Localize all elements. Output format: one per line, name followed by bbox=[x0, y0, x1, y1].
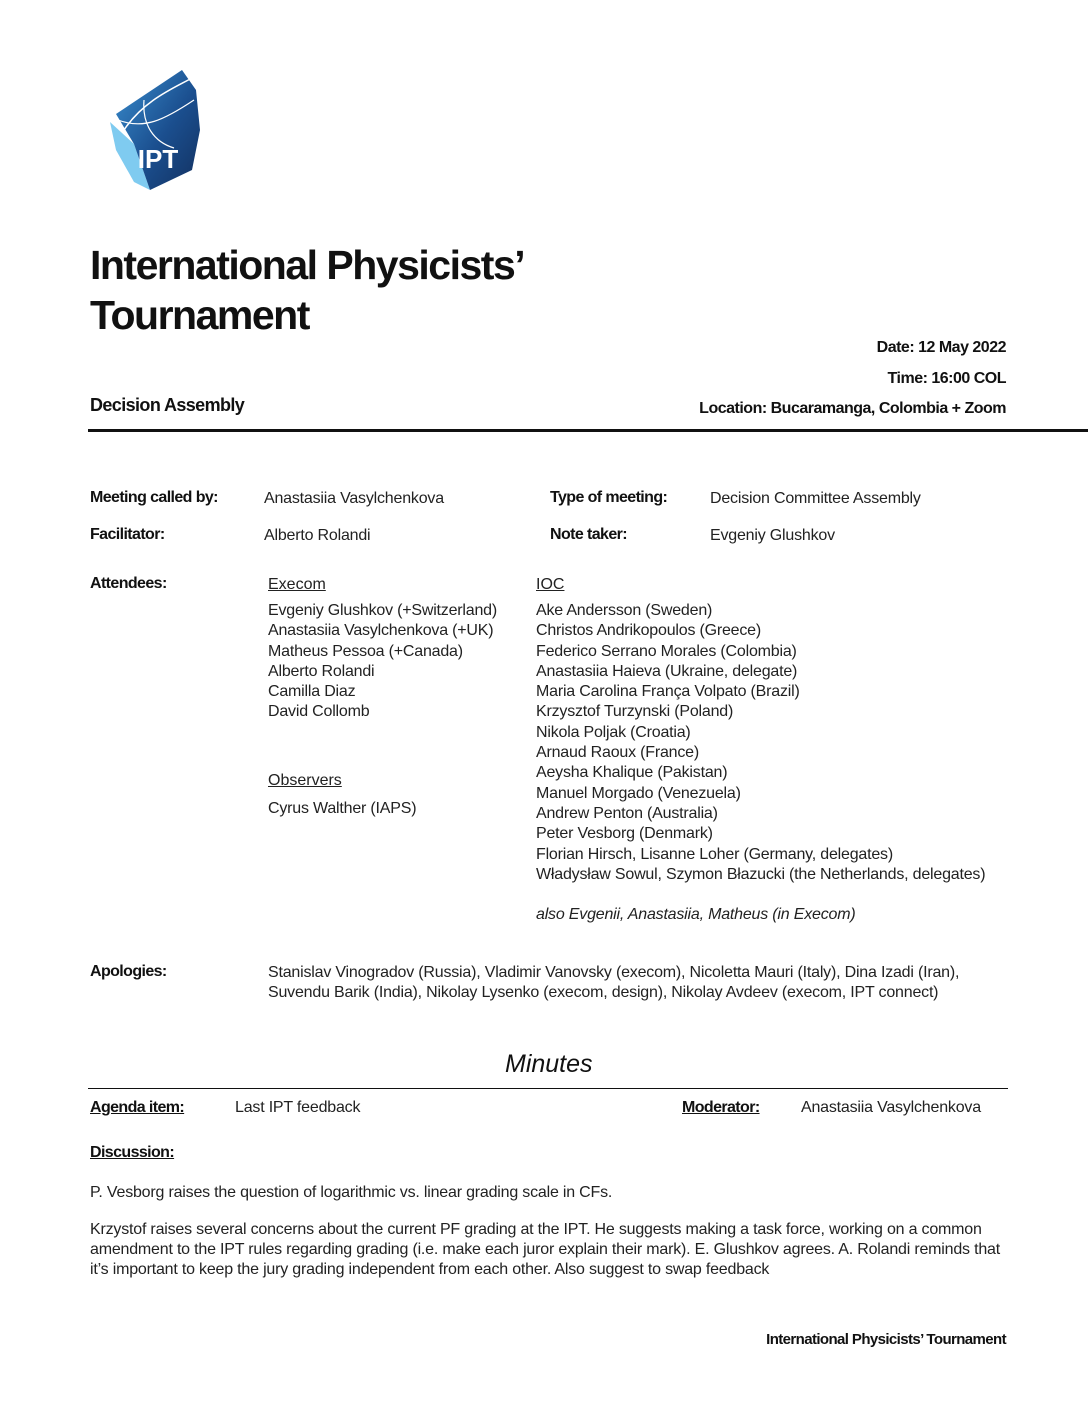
list-item: Matheus Pessoa (+Canada) bbox=[268, 642, 463, 660]
minutes-heading: Minutes bbox=[505, 1050, 593, 1078]
list-item: Anastasiia Haieva (Ukraine, delegate) bbox=[536, 662, 798, 680]
meeting-date: Date: 12 May 2022 bbox=[876, 339, 1006, 356]
meeting-type-label: Type of meeting: bbox=[550, 489, 668, 506]
list-item: Peter Vesborg (Denmark) bbox=[536, 825, 713, 843]
ioc-heading: IOC bbox=[536, 576, 565, 593]
apologies-text: Stanislav Vinogradov (Russia), Vladimir Vanovsky (execom), Nicoletta Mauri (Italy), Dina Izadi (Iran), Suvendu Barik (India), Nikolay Lysenko (execom, design), Nikolay Avdeev (execom, IPT connect) bbox=[268, 964, 960, 1002]
facilitator-value: Alberto Rolandi bbox=[264, 527, 371, 544]
discussion-paragraph: P. Vesborg raises the question of logarithmic vs. linear grading scale in CFs. bbox=[90, 1184, 613, 1201]
document-subtitle: Decision Assembly bbox=[90, 395, 245, 415]
list-item: Anastasiia Vasylchenkova (+UK) bbox=[268, 622, 494, 640]
header-divider bbox=[88, 429, 1088, 432]
list-item: Manuel Morgado (Venezuela) bbox=[536, 784, 741, 802]
discussion-paragraph: Krzystof raises several concerns about the current PF grading at the IPT. He suggests making a task force, working on a common amendment to the IPT rules regarding grading (i.e. make each juror explain their mark). E. Glushkov agrees. A. Rolandi reminds that it’s important to keep the jury grading independent from each other. Also suggest to swap feedback bbox=[90, 1221, 1000, 1278]
facilitator-label: Facilitator: bbox=[90, 526, 165, 543]
list-item: Aeysha Khalique (Pakistan) bbox=[536, 764, 728, 782]
execom-list bbox=[268, 601, 497, 723]
minutes-divider bbox=[88, 1088, 1008, 1089]
document-title: International Physicists’ Tournament bbox=[90, 242, 525, 338]
meeting-time: Time: 16:00 COL bbox=[887, 370, 1006, 387]
list-item: Alberto Rolandi bbox=[268, 662, 375, 680]
called-by-label: Meeting called by: bbox=[90, 489, 218, 506]
list-item: Christos Andrikopoulos (Greece) bbox=[536, 622, 762, 640]
list-item: Nikola Poljak (Croatia) bbox=[536, 723, 691, 741]
list-item: David Collomb bbox=[268, 703, 370, 721]
list-item: Evgeniy Glushkov (+Switzerland) bbox=[268, 602, 498, 619]
list-item: Camilla Diaz bbox=[268, 683, 356, 701]
agenda-item-label: Agenda item: bbox=[90, 1099, 185, 1116]
list-item: Maria Carolina França Volpato (Brazil) bbox=[536, 683, 800, 701]
apologies-label: Apologies: bbox=[90, 963, 167, 980]
ipt-logo bbox=[104, 70, 204, 192]
list-item: Ake Andersson (Sweden) bbox=[536, 602, 713, 619]
meeting-type-value: Decision Committee Assembly bbox=[710, 490, 921, 507]
ioc-note: also Evgenii, Anastasiia, Matheus (in Execom) bbox=[536, 906, 856, 923]
list-item: Federico Serrano Morales (Colombia) bbox=[536, 642, 797, 660]
meeting-location: Location: Bucaramanga, Colombia + Zoom bbox=[699, 400, 1006, 417]
list-item: Arnaud Raoux (France) bbox=[536, 744, 699, 762]
moderator-label: Moderator: bbox=[682, 1099, 760, 1116]
list-item: Władysław Sowul, Szymon Błazucki (the Netherlands, delegates) bbox=[536, 865, 986, 883]
list-item: Andrew Penton (Australia) bbox=[536, 804, 718, 822]
moderator-value: Anastasiia Vasylchenkova bbox=[801, 1099, 981, 1116]
agenda-item-value: Last IPT feedback bbox=[235, 1099, 361, 1116]
list-item: Florian Hirsch, Lisanne Loher (Germany, delegates) bbox=[536, 845, 893, 863]
execom-heading: Execom bbox=[268, 576, 326, 593]
note-taker-label: Note taker: bbox=[550, 526, 627, 543]
page-footer: International Physicists’ Tournament bbox=[766, 1331, 1006, 1348]
note-taker-value: Evgeniy Glushkov bbox=[710, 527, 835, 544]
logo-text: IPT bbox=[137, 144, 179, 174]
ioc-list bbox=[536, 601, 985, 885]
observers-heading: Observers bbox=[268, 772, 342, 789]
list-item: Krzysztof Turzynski (Poland) bbox=[536, 703, 734, 721]
observers-list bbox=[268, 799, 416, 819]
list-item: Cyrus Walther (IAPS) bbox=[268, 800, 417, 817]
attendees-label: Attendees: bbox=[90, 575, 167, 592]
called-by-value: Anastasiia Vasylchenkova bbox=[264, 490, 444, 507]
discussion-label: Discussion: bbox=[90, 1144, 175, 1161]
